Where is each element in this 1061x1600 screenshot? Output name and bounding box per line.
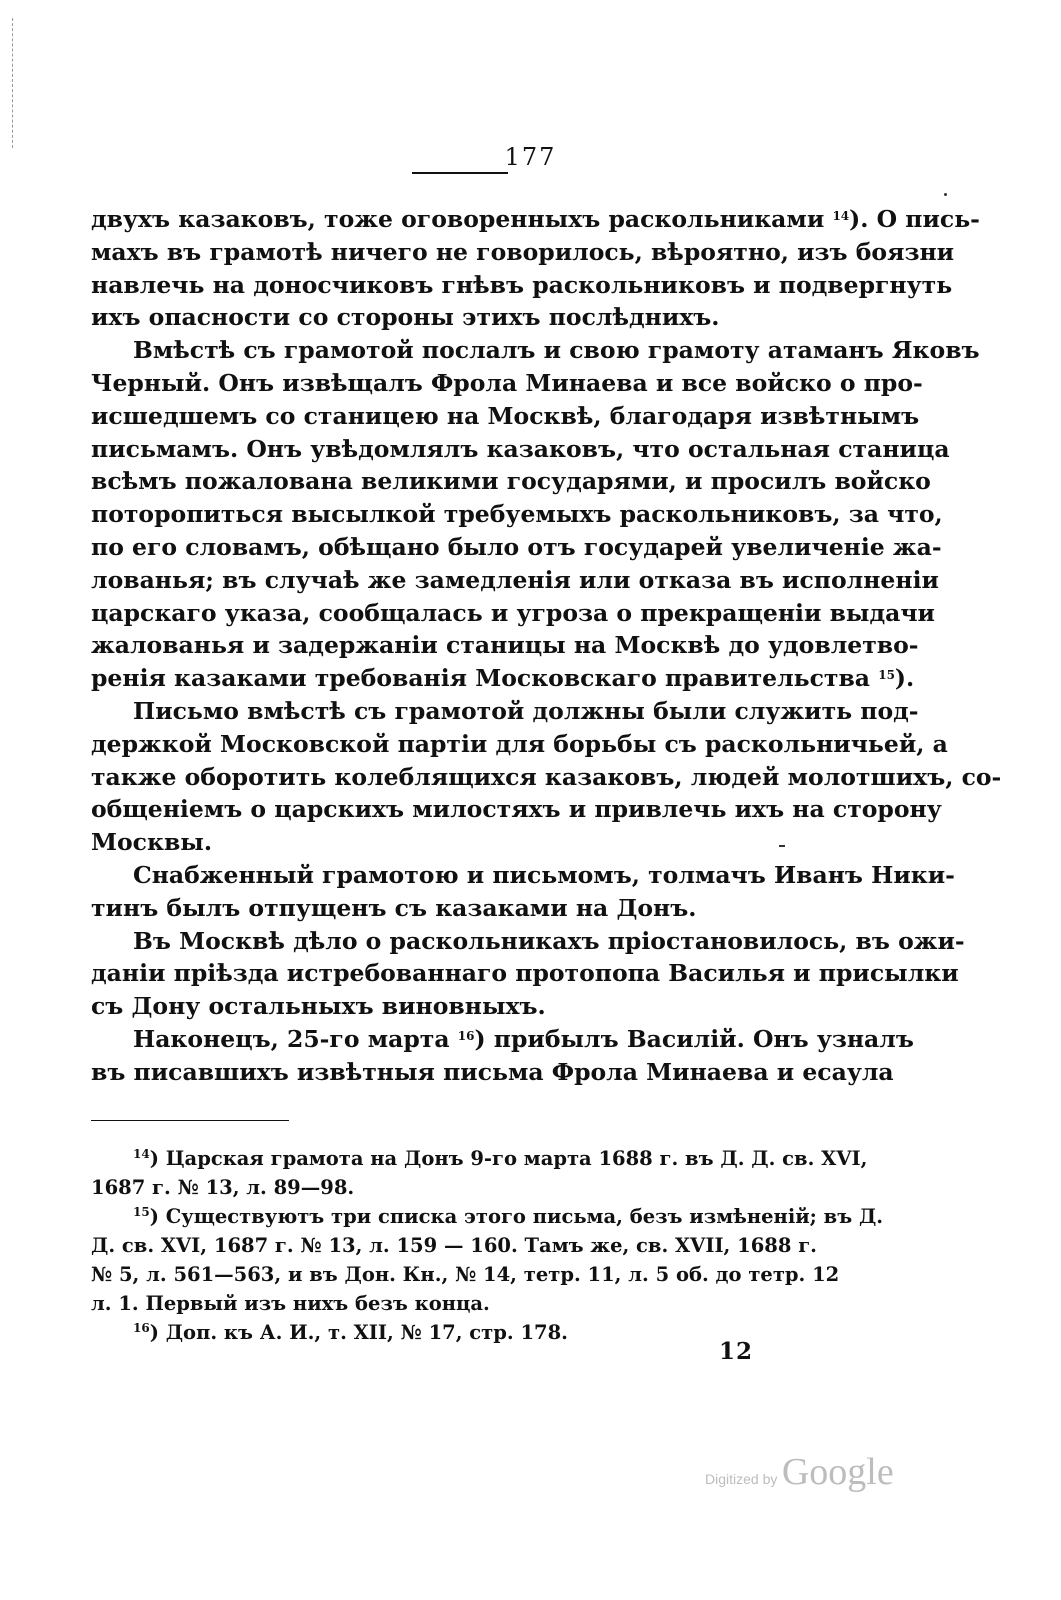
footnote-reference[interactable]: 16 (457, 1028, 475, 1043)
line-text: съ Дону остальныхъ виновныхъ. (91, 992, 546, 1021)
text-line (91, 465, 931, 498)
line-text: навлечь на доносчиковъ гнѣвъ раскольниковъ и подвергнуть (91, 270, 953, 299)
text-line (91, 203, 980, 236)
line-text: жалованья и задержаніи станицы на Москвѣ до удовлетво- (91, 631, 919, 660)
text-line (91, 236, 955, 269)
line-text: лованья; въ случаѣ же замедленія или отказа въ исполненіи (91, 565, 939, 594)
footnote-mark: 16 (133, 1321, 150, 1335)
text-line (91, 334, 980, 367)
footnote-line (91, 1231, 815, 1260)
line-text: также оборотить колеблящихся казаковъ, людей молотшихъ, со- (91, 762, 1002, 791)
line-text: общеніемъ о царскихъ милостяхъ и привлечь ихъ на сторону (91, 795, 942, 824)
text-line (91, 629, 919, 662)
line-text: по его словамъ, обѣщано было отъ государей увеличеніе жа- (91, 532, 942, 561)
footnote-text: 1687 г. № 13, л. 89—98. (91, 1176, 355, 1199)
line-text-tail: ). (894, 664, 915, 693)
text-line (91, 400, 920, 433)
page-number: 177 (504, 143, 557, 171)
footnotes (91, 1144, 884, 1347)
line-text: ихъ опасности со стороны этихъ послѣднихъ. (91, 303, 720, 332)
line-text-tail: ). О пись- (849, 205, 980, 233)
line-text: Черный. Онъ извѣщалъ Фрола Минаева и все войско о про- (91, 368, 923, 397)
scan-speck (944, 193, 947, 196)
footnote-line (91, 1144, 868, 1173)
text-line (91, 564, 939, 597)
line-text: въ писавшихъ извѣтныя письма Фрола Минаева и есаула (91, 1057, 894, 1086)
footnote (91, 1202, 884, 1318)
line-text: тинъ былъ отпущенъ съ казаками на Донъ. (91, 893, 697, 922)
line-text: Вмѣстѣ съ грамотой послалъ и свою грамоту атаманъ Яковъ (133, 336, 980, 365)
text-line (91, 990, 815, 1023)
footnote-line (91, 1289, 815, 1318)
footnote-text: ) Существуютъ три списка этого письма, безъ измѣненій; въ Д. (149, 1205, 884, 1228)
footnote-mark: 14 (133, 1147, 150, 1161)
footnote-text: Д. св. XVI, 1687 г. № 13, л. 159 — 160. Тамъ же, св. XVII, 1688 г. (91, 1234, 817, 1257)
text-line (91, 433, 950, 466)
line-text: Въ Москвѣ дѣло о раскольникахъ пріостановилось, въ ожи- (133, 926, 965, 955)
text-line (91, 301, 815, 334)
text-line (91, 925, 965, 958)
line-text-tail: ) прибылъ Василій. Онъ узналъ (474, 1024, 914, 1053)
signature-mark: 12 (719, 1338, 754, 1365)
line-text: царскаго указа, сообщалась и угроза о прекращеніи выдачи (91, 598, 935, 627)
text-line (91, 859, 955, 892)
footnote (91, 1318, 815, 1347)
text-line (91, 826, 815, 859)
line-text: даніи пріѣзда истребованнаго протопопа Василья и присылки (91, 959, 959, 988)
line-text: всѣмъ пожалована великими государями, и просилъ войско (91, 467, 931, 496)
footnote-separator (91, 1120, 289, 1121)
footnote-line (91, 1318, 815, 1347)
paragraph (91, 203, 980, 334)
footnote-text: л. 1. Первый изъ нихъ безъ конца. (91, 1292, 490, 1315)
paragraph (91, 925, 965, 1023)
line-text: Письмо вмѣстѣ съ грамотой должны были служить под- (133, 696, 919, 725)
line-text: Снабженный грамотою и письмомъ, толмачъ Иванъ Ники- (133, 860, 955, 889)
body-text (91, 203, 1002, 1089)
scan-edge-mark (12, 18, 13, 148)
text-line (91, 597, 935, 630)
footnote-text: ) Доп. къ А. И., т. XII, № 17, стр. 178. (149, 1321, 568, 1344)
line-text: держкой Московской партіи для борьбы съ раскольничьей, а (91, 729, 948, 758)
text-line (91, 728, 948, 761)
digitized-watermark (705, 1450, 894, 1494)
line-text: ренія казаками требованія Московскаго правительства (91, 664, 871, 693)
text-line (91, 761, 1002, 794)
line-text: Наконецъ, 25-го марта (133, 1024, 450, 1053)
text-line (91, 793, 942, 826)
page-number-rule (412, 172, 508, 174)
line-text: двухъ казаковъ, тоже оговоренныхъ раскольниками (91, 205, 825, 233)
footnote-reference[interactable]: 15 (878, 668, 895, 683)
watermark-brand: Google (781, 1451, 894, 1493)
line-text: письмамъ. Онъ увѣдомлялъ казаковъ, что остальная станица (91, 434, 950, 463)
text-line (91, 662, 915, 695)
line-text: поторопиться высылкой требуемыхъ раскольниковъ, за что, (91, 500, 943, 529)
line-text: Москвы. (91, 828, 213, 857)
footnote-mark: 15 (133, 1205, 150, 1219)
line-text: исшедшемъ со станицею на Москвѣ, благодаря извѣтнымъ (91, 401, 920, 430)
footnote-line (91, 1173, 815, 1202)
paragraph (91, 695, 1002, 859)
text-line (91, 531, 942, 564)
text-line (91, 498, 943, 531)
footnote-line (91, 1260, 840, 1289)
text-line (91, 1056, 894, 1089)
line-text: махъ въ грамотѣ ничего не говорилось, вѣроятно, изъ боязни (91, 237, 955, 266)
text-line (91, 892, 815, 925)
footnote-reference[interactable]: 14 (832, 209, 850, 223)
watermark-prefix: Digitized by (705, 1471, 778, 1487)
text-line (91, 1023, 914, 1056)
footnote-text: № 5, л. 561—563, и въ Дон. Кн., № 14, тетр. 11, л. 5 об. до тетр. 12 (91, 1263, 840, 1286)
text-line (91, 957, 959, 990)
text-line (91, 695, 919, 728)
footnote (91, 1144, 868, 1202)
text-line (91, 367, 923, 400)
footnote-text: ) Царская грамота на Донъ 9-го марта 1688 г. въ Д. Д. св. XVI, (149, 1147, 868, 1170)
paragraph (91, 334, 980, 695)
footnote-line (91, 1202, 884, 1231)
paragraph (91, 859, 955, 925)
paragraph (91, 1023, 914, 1089)
text-line (91, 269, 953, 302)
